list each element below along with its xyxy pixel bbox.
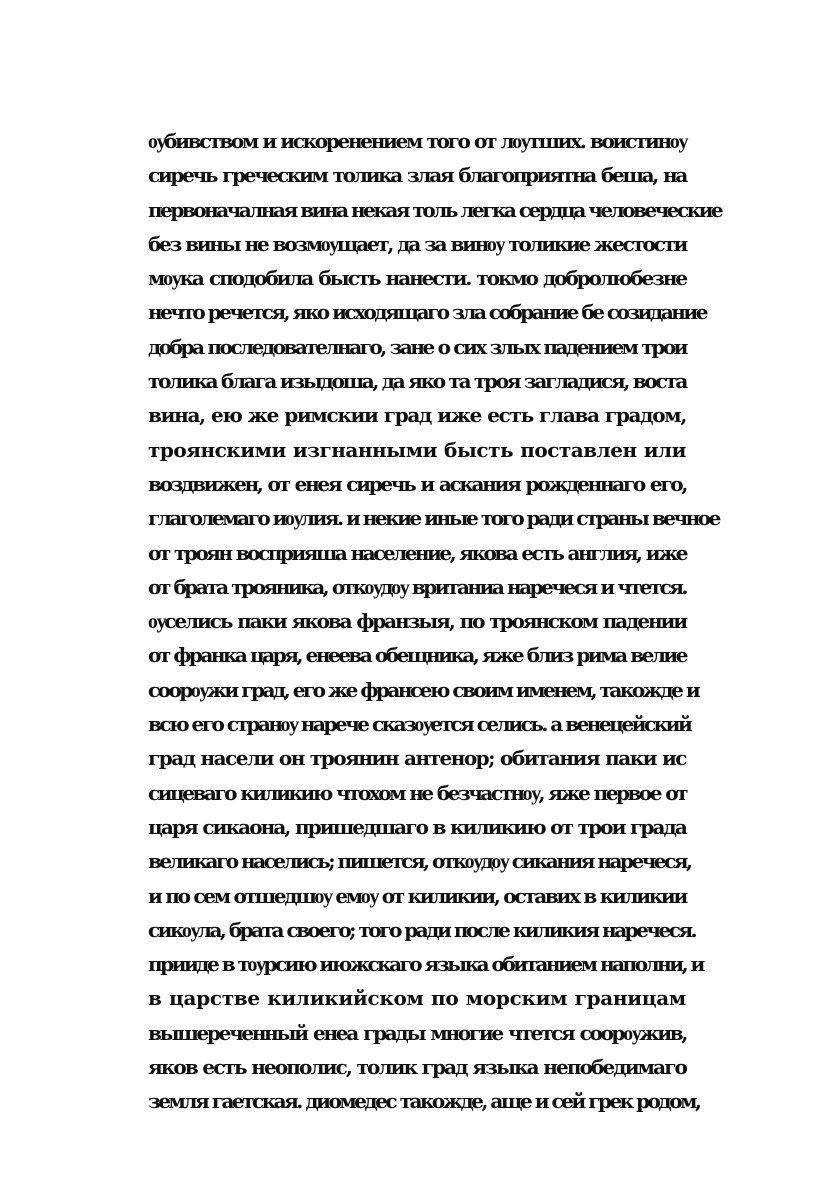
- text-line-20: сицеваго киликию чтохом не безчастнѹ, яже первое от: [148, 780, 686, 805]
- text-line-17: соорѹжи град, его же франсею своим именем, такожде и: [148, 677, 699, 702]
- text-line-23: и по сем отшедшѹ емѹ от киликии, оставих в киликии: [148, 883, 686, 908]
- text-line-18: всю его странѹ нарече сказѹется селись. а венецейский: [148, 712, 691, 737]
- text-line-5: мѹка сподобила бысть нанести. токмо добролюбезне: [148, 266, 686, 291]
- text-line-28: яков есть неополис, толик град языка непобедимаго: [148, 1055, 686, 1080]
- text-line-6: нечто речется, яко исходящаго зла собрание бе созидание: [148, 300, 706, 325]
- text-line-16: от франка царя, енеева обещника, яже близ рима велие: [148, 643, 686, 668]
- text-line-19: град насели он троянин антенор; обитания паки ис: [148, 746, 686, 771]
- text-line-12: глаголемаго иѹлия. и некие иные того ради страны вечное: [148, 506, 719, 531]
- text-line-13: от троян восприяша население, якова есть англия, иже: [148, 540, 686, 565]
- text-line-8: толика блага изыдоша, да яко та троя загладися, воста: [148, 369, 686, 394]
- text-line-22: великаго населись; пишется, откѹдѹ сикания наречеся,: [148, 849, 691, 874]
- text-line-7: добра последователнаго, зане о сих злых падением трои: [148, 334, 686, 359]
- text-line-27: вышереченный енеа грады многие чтется соорѹжив,: [148, 1020, 686, 1045]
- text-line-4: без вины не возмѹщает, да за винѹ толикие жестости: [148, 231, 686, 256]
- text-line-15: ѹселись паки якова франзыя, по троянском падении: [148, 609, 686, 634]
- text-line-25: прииде в тѹрсию июжскаго языка обитанием наполни, и: [148, 952, 703, 977]
- text-line-21: царя сикаона, пришедшаго в киликию от трои града: [148, 814, 686, 839]
- text-line-14: от брата трояника, откѹдѹ вританиа наречеся и чтется.: [148, 574, 686, 599]
- text-line-3: первоначалная вина некая толь легка сердца человеческие: [148, 197, 722, 222]
- text-body: [148, 124, 722, 1119]
- text-line-24: сикѹла, брата своего; того ради после киликия наречеся.: [148, 917, 696, 942]
- text-line-2: сиречь греческим толика злая благоприятна беша, на: [148, 163, 686, 188]
- text-line-26: в царстве киликийском по морским границам: [148, 986, 686, 1011]
- text-line-9: вина, ею же римскии град иже есть глава градом,: [148, 403, 686, 428]
- text-line-1: ѹбивством и искоренением того от лѹтших. воистинѹ: [148, 129, 686, 153]
- text-line-29: земля гаетская. диомедес такожде, аще и сей грек родом,: [148, 1089, 700, 1114]
- text-line-10: троянскими изгнанными бысть поставлен или: [148, 437, 686, 462]
- text-line-11: воздвижен, от енея сиречь и аскания рожденнаго его,: [148, 471, 686, 496]
